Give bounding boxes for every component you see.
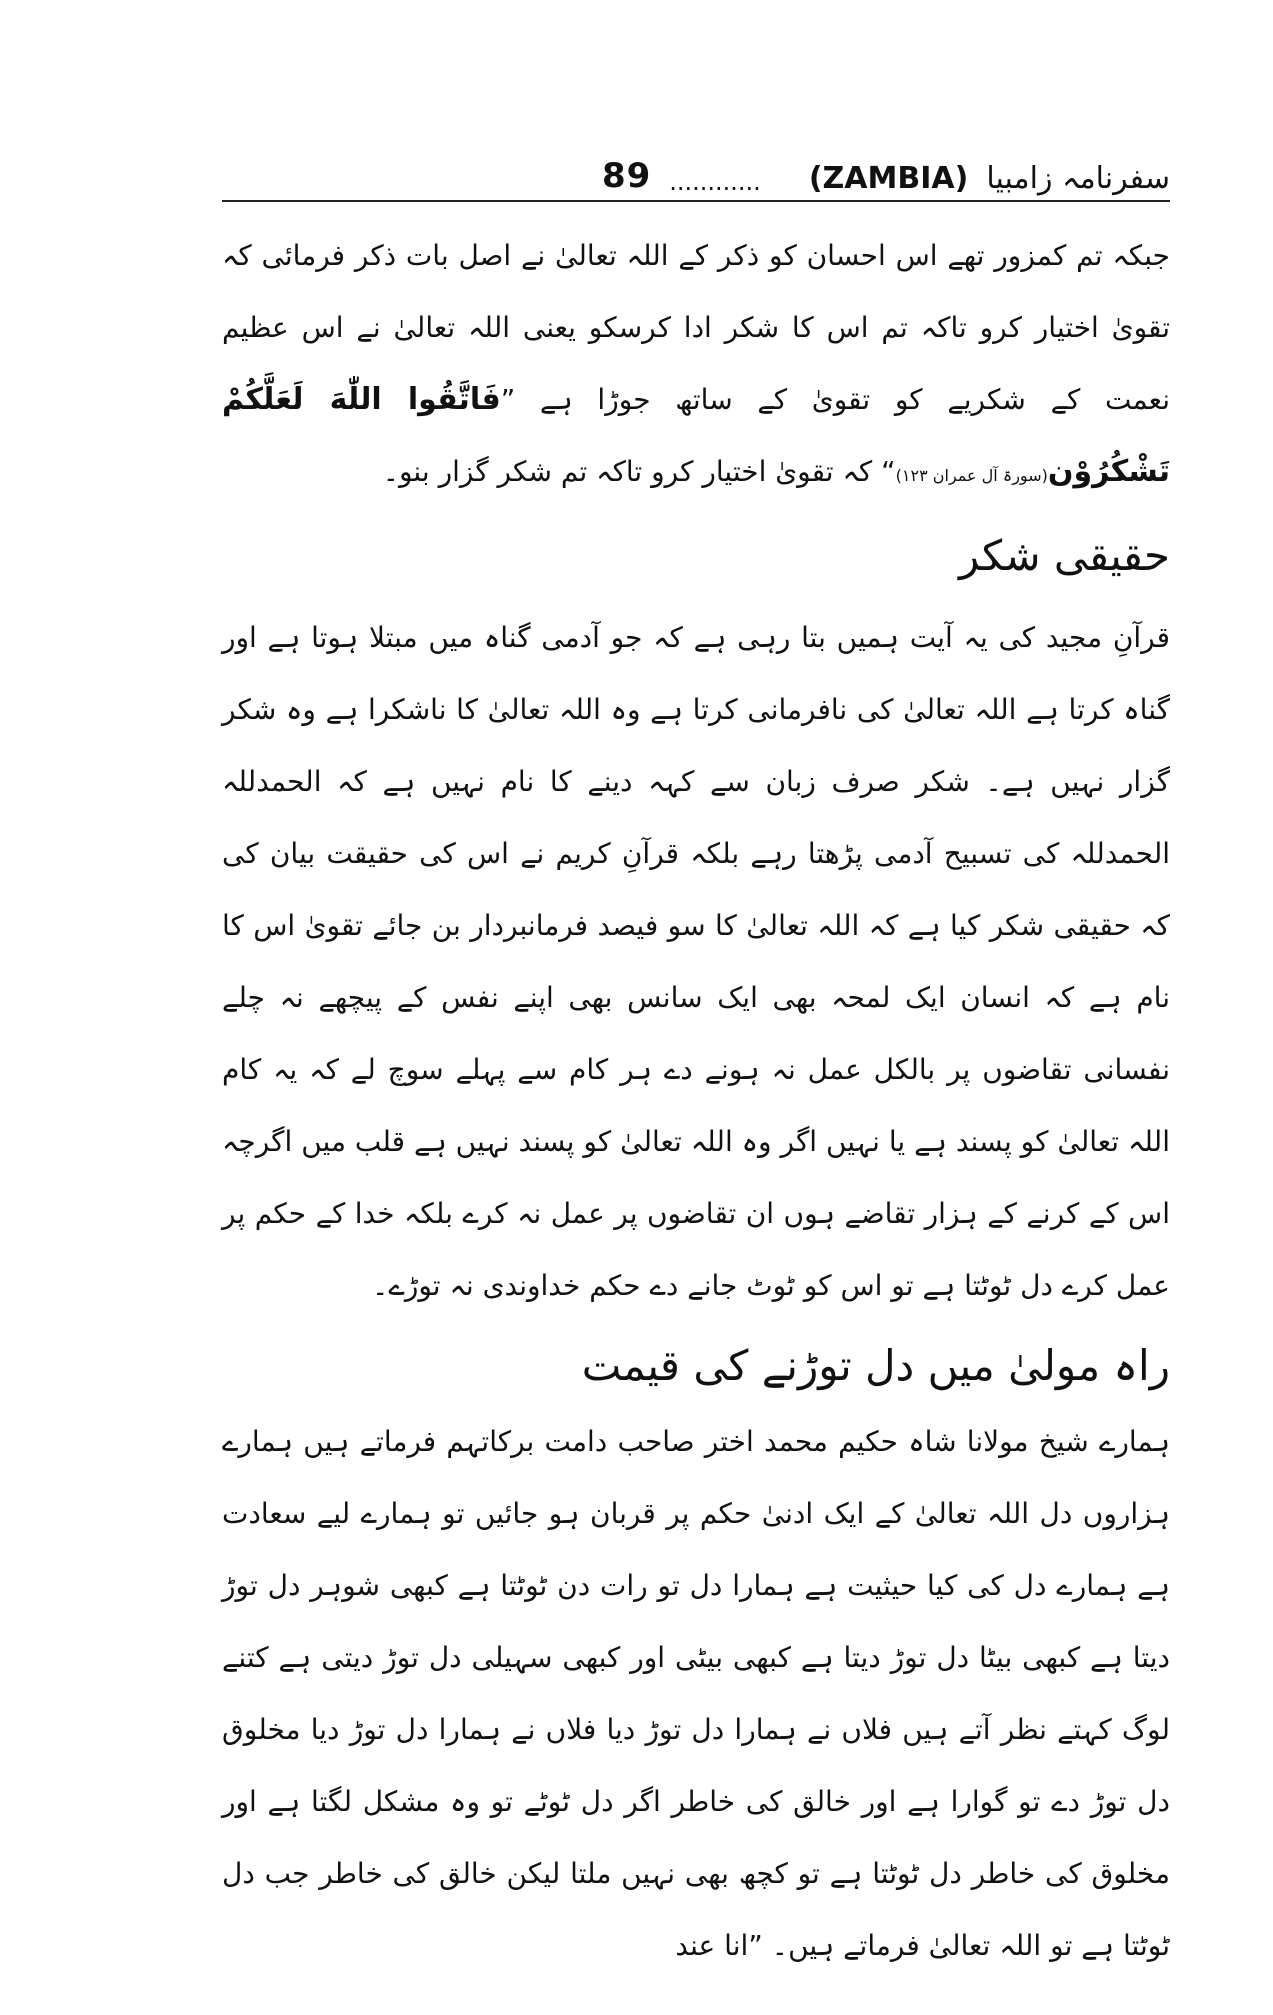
verse-reference: (سورۃ آل عمران ۱۲۳): [895, 466, 1048, 485]
quran-verse: فَاتَّقُوا اللّٰهَ لَعَلَّكُمْ تَشْكُرُوْن: [222, 382, 1170, 489]
page-number: 89: [601, 156, 652, 196]
paragraph-1: [222, 220, 1170, 512]
paragraph-1-text-b: “ کہ تقویٰ اختیار کرو تاکہ تم شکر گزار بنو۔: [382, 455, 896, 488]
paragraph-1-text-a: جبکہ تم کمزور تھے اس احسان کو ذکر کے اللہ تعالیٰ نے اصل بات ذکر فرمائی کہ تقویٰ اختیار کرو تاکہ تم اس کا شکر ادا کرسکو یعنی اللہ تعالیٰ نے اس عظیم نعمت کے شکریے کو تقویٰ کے ساتھ جوڑا ہے ”: [222, 239, 1170, 416]
book-title-urdu: سفرنامہ زامبیا: [986, 161, 1170, 196]
paragraph-3: ہمارے شیخ مولانا شاہ حکیم محمد اختر صاحب دامت برکاتہم فرماتے ہیں ہمارے ہزاروں دل اللہ تعالیٰ کے ایک ادنیٰ حکم پر قربان ہو جائیں تو ہمارے لیے سعادت ہے ہمارے دل کی کیا حیثیت ہے ہمارا دل تو رات دن ٹوٹتا ہے کبھی شوہر دل توڑ دیتا ہے کبھی بیٹا دل توڑ دیتا ہے کبھی بیٹی اور کبھی سہیلی دل توڑ دیتی ہے کتنے لوگ کہتے نظر آتے ہیں فلاں نے ہمارا دل توڑ دیا فلاں نے ہمارا دل توڑ دیا مخلوق دل توڑ دے تو گوارا ہے اور خالق کی خاطر اگر دل ٹوٹے تو وہ مشکل لگتا ہے اور مخلوق کی خاطر دل ٹوٹتا ہے تو کچھ بھی نہیں ملتا لیکن خالق کی خاطر جب دل ٹوٹتا ہے تو اللہ تعالیٰ فرماتے ہیں۔ ”انا عند: [222, 1425, 1170, 1962]
heading-haqiqi-shukr: حقیقی شکر: [958, 531, 1170, 580]
book-title-english: (ZAMBIA): [808, 161, 969, 196]
page-body: [222, 220, 1170, 1982]
page-header: [220, 140, 1170, 196]
leader-dots: ............: [669, 168, 761, 196]
header-divider: [222, 200, 1170, 202]
heading-rah-e-maula: راہ مولیٰ میں دل توڑنے کی قیمت: [581, 1341, 1170, 1390]
paragraph-2: قرآنِ مجید کی یہ آیت ہمیں بتا رہی ہے کہ جو آدمی گناہ میں مبتلا ہوتا ہے اور گناہ کرتا ہے اللہ تعالیٰ کی نافرمانی کرتا ہے وہ اللہ تعالیٰ کا ناشکرا ہے وہ شکر گزار نہیں ہے۔ شکر صرف زبان سے کہہ دینے کا نام نہیں ہے کہ الحمدللہ الحمدللہ کی تسبیح آدمی پڑھتا رہے بلکہ قرآنِ کریم نے اس کی حقیقت بیان کی کہ حقیقی شکر کیا ہے کہ اللہ تعالیٰ کا سو فیصد فرمانبردار بن جائے تقویٰ اس کا نام ہے کہ انسان ایک لمحہ بھی ایک سانس بھی اپنے نفس کے پیچھے نہ چلے نفسانی تقاضوں پر بالکل عمل نہ ہونے دے ہر کام سے پہلے سوچ لے کہ یہ کام اللہ تعالیٰ کو پسند ہے یا نہیں اگر وہ اللہ تعالیٰ کو پسند نہیں ہے قلب میں اگرچہ اس کے کرنے کے ہزار تقاضے ہوں ان تقاضوں پر عمل نہ کرے بلکہ خدا کے حکم پر عمل کرے دل ٹوٹتا ہے تو اس کو ٹوٹ جانے دے حکم خداوندی نہ توڑے۔: [222, 621, 1170, 1302]
